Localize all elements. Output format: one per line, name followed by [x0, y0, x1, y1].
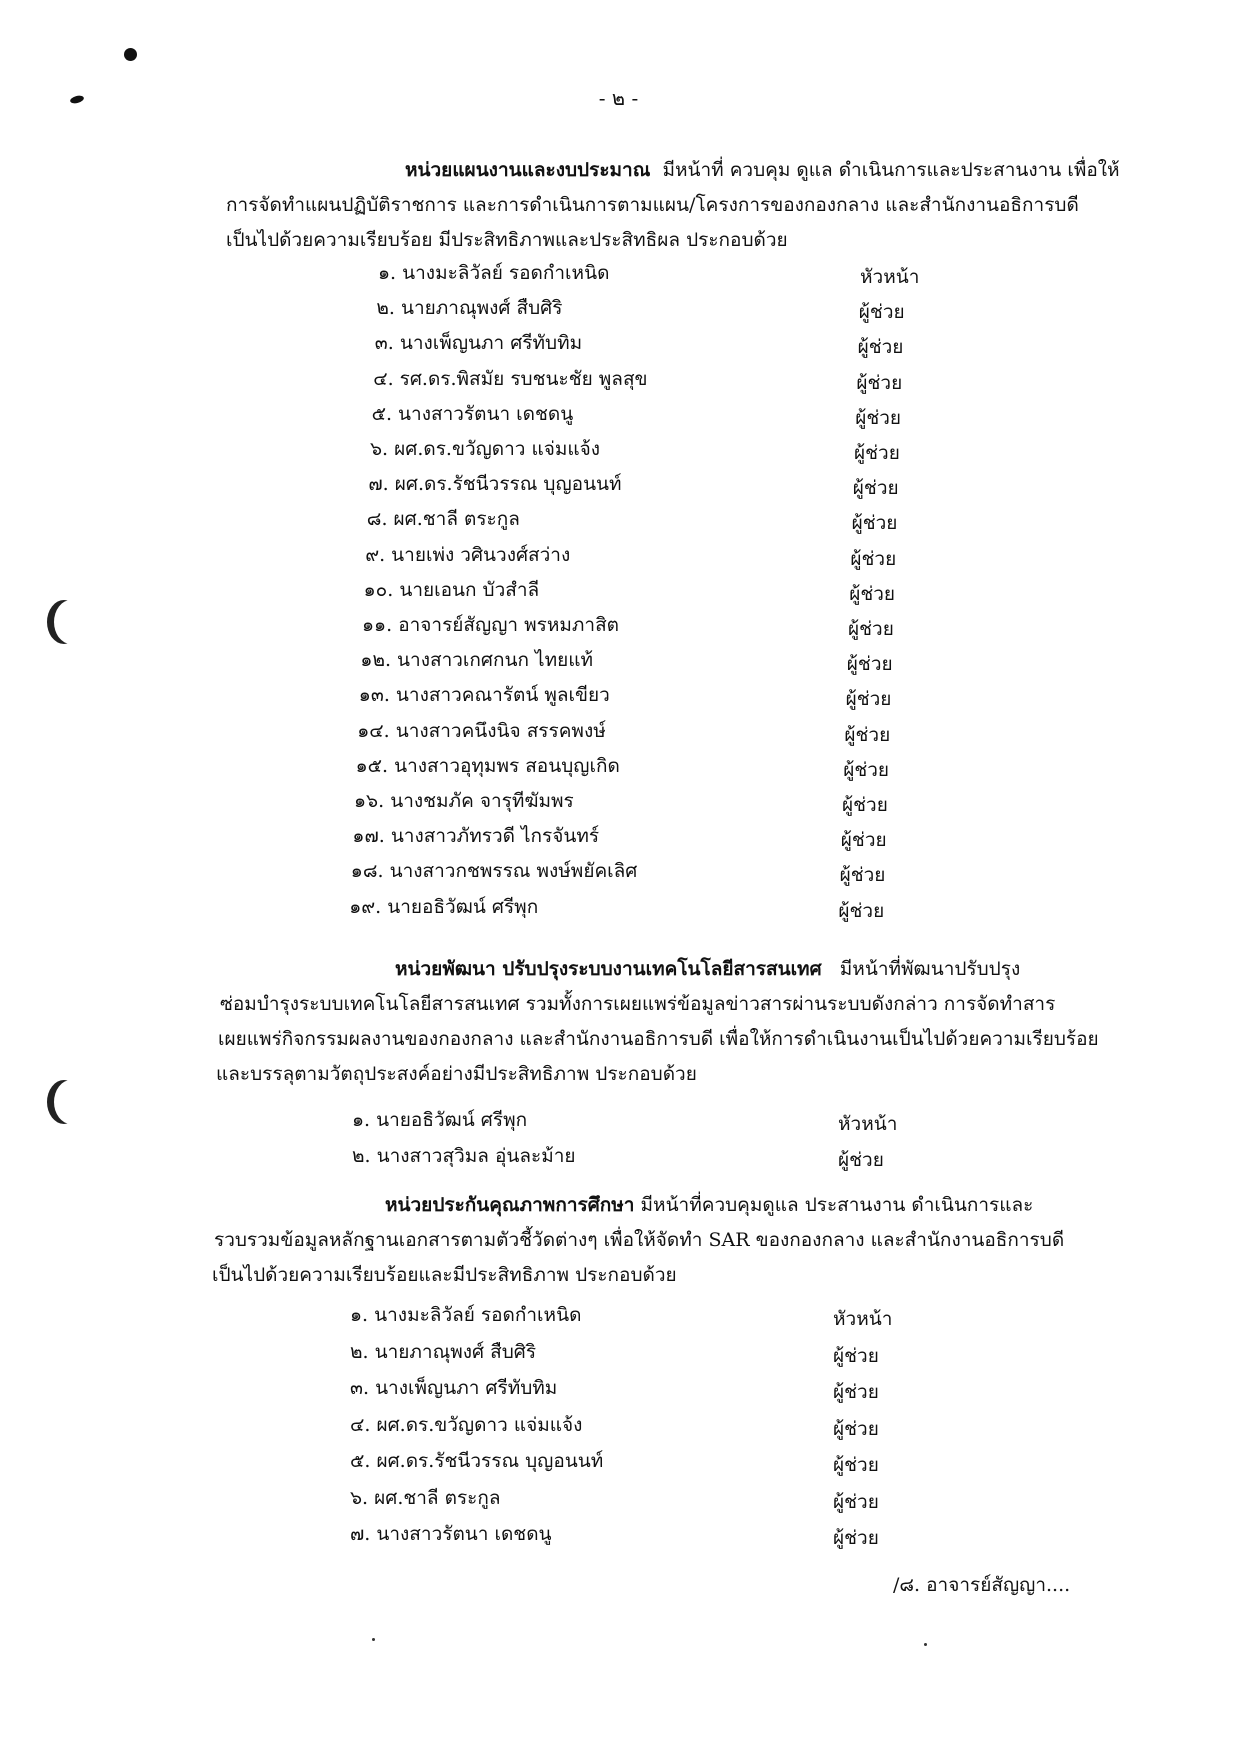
- member-name: ๗. ผศ.ดร.รัชนีวรรณ บุญอนนท์: [368, 473, 622, 496]
- member-role: ผู้ช่วย: [854, 442, 900, 464]
- member-role: ผู้ช่วย: [846, 653, 893, 676]
- member-name: ๒. นายภาณุพงศ์ สืบศิริ: [350, 1340, 537, 1363]
- member-name: ๑๒. นางสาวเกศกนก ไทยแท้: [360, 649, 594, 672]
- member-role: ผู้ช่วย: [840, 829, 887, 852]
- scan-dot: [924, 1643, 927, 1646]
- intro-line: และบรรลุตามวัตถุประสงค์อย่างมีประสิทธิภาพ ประกอบด้วย: [216, 1063, 697, 1085]
- member-name: ๑. นางมะลิวัลย์ รอดกำเหนิด: [350, 1304, 582, 1326]
- page-number: - ๒ -: [598, 86, 639, 110]
- intro-line: เป็นไปด้วยความเรียบร้อย มีประสิทธิภาพและประสิทธิผล ประกอบด้วย: [226, 229, 788, 251]
- member-name: ๗. นางสาวรัตนา เดชดนู: [350, 1523, 552, 1545]
- member-role: ผู้ช่วย: [838, 899, 885, 922]
- member-role: ผู้ช่วย: [833, 1381, 879, 1403]
- intro-line: การจัดทำแผนปฏิบัติราชการ และการดำเนินการตามแผน/โครงการของกองกลาง และสำนักงานอธิการบดี: [226, 194, 1079, 216]
- punch-hole-mark: [54, 1080, 88, 1124]
- member-name: ๒. นายภาณุพงศ์ สืบศิริ: [376, 297, 563, 320]
- member-name: ๓. นางเพ็ญนภา ศรีทับทิม: [374, 332, 583, 355]
- member-name: ๑๑. อาจารย์สัญญา พรหมภาสิต: [362, 614, 620, 636]
- member-name: ๒. นางสาวสุวิมล อุ่นละม้าย: [352, 1145, 576, 1167]
- member-name: ๔. รศ.ดร.พิสมัย รบชนะชัย พูลสุข: [373, 367, 648, 390]
- member-name: ๖. ผศ.ดร.ขวัญดาว แจ่มแจ้ง: [370, 438, 601, 460]
- member-role: ผู้ช่วย: [856, 371, 903, 394]
- member-role: ผู้ช่วย: [849, 582, 896, 605]
- member-name: ๑๘. นางสาวกชพรรณ พงษ์พยัคเลิศ: [350, 860, 638, 883]
- intro-line: รวบรวมข้อมูลหลักฐานเอกสารตามตัวชี้วัดต่างๆ เพื่อให้จัดทำ SAR ของกองกลาง และสำนักงานอธิการบดี: [214, 1229, 1065, 1251]
- punch-hole-mark: [54, 600, 88, 644]
- member-name: ๖. ผศ.ชาลี ตระกูล: [350, 1486, 501, 1509]
- member-name: ๑. นายอธิวัฒน์ ศรีพุก: [352, 1109, 528, 1131]
- member-role: ผู้ช่วย: [843, 758, 890, 781]
- member-role: ผู้ช่วย: [855, 406, 902, 429]
- member-name: ๔. ผศ.ดร.ขวัญดาว แจ่มแจ้ง: [350, 1413, 583, 1436]
- intro-text: มีหน้าที่พัฒนาปรับปรุง: [839, 958, 1021, 980]
- member-role: ผู้ช่วย: [833, 1344, 879, 1367]
- member-role: ผู้ช่วย: [833, 1454, 879, 1476]
- member-name: ๙. นายเพ่ง วศินวงศ์สว่าง: [365, 543, 571, 566]
- member-name: ๘. ผศ.ชาลี ตระกูล: [366, 508, 520, 531]
- member-role: หัวหน้า: [838, 1113, 898, 1135]
- section-heading: หน่วยประกันคุณภาพการศึกษา: [385, 1194, 635, 1216]
- member-name: ๑๔. นางสาวคนึงนิจ สรรคพงษ์: [357, 719, 606, 742]
- member-name: ๑๙. นายอธิวัฒน์ ศรีพุก: [349, 895, 539, 918]
- member-name: ๓. นางเพ็ญนภา ศรีทับทิม: [350, 1377, 558, 1399]
- member-role: ผู้ช่วย: [845, 688, 892, 711]
- member-role: ผู้ช่วย: [833, 1490, 879, 1513]
- section-intro-line: [395, 952, 1020, 987]
- section-intro-line: [385, 1188, 1033, 1223]
- section-heading: หน่วยแผนงานและงบประมาณ: [405, 159, 651, 181]
- member-name: ๑๓. นางสาวคณารัตน์ พูลเขียว: [358, 684, 610, 707]
- member-name: ๕. ผศ.ดร.รัชนีวรรณ บุญอนนท์: [350, 1450, 604, 1472]
- member-role: ผู้ช่วย: [851, 512, 898, 535]
- member-role: ผู้ช่วย: [842, 794, 888, 816]
- member-role: ผู้ช่วย: [839, 864, 886, 887]
- member-role: ผู้ช่วย: [852, 477, 899, 500]
- member-name: ๑๗. นางสาวภัทรวดี ไกรจันทร์: [352, 825, 600, 848]
- member-name: ๑๖. นางชมภัค จารุทีฆัมพร: [354, 790, 574, 812]
- member-role: หัวหน้า: [860, 266, 920, 288]
- member-role: ผู้ช่วย: [838, 1149, 884, 1171]
- member-role: ผู้ช่วย: [858, 301, 905, 324]
- intro-line: ซ่อมบำรุงระบบเทคโนโลยีสารสนเทศ รวมทั้งการเผยแพร่ข้อมูลข่าวสารผ่านระบบดังกล่าว การจัดทำสาร: [220, 993, 1056, 1015]
- section-heading: หน่วยพัฒนา ปรับปรุงระบบงานเทคโนโลยีสารสนเทศ: [395, 958, 822, 980]
- intro-text: มีหน้าที่ ควบคุม ดูแล ดำเนินการและประสานงาน เพื่อให้: [662, 159, 1120, 181]
- section-intro-line: [405, 153, 1120, 188]
- member-role: ผู้ช่วย: [857, 336, 904, 359]
- member-role: ผู้ช่วย: [833, 1527, 879, 1549]
- member-role: หัวหน้า: [833, 1308, 893, 1330]
- intro-line: เผยแพร่กิจกรรมผลงานของกองกลาง และสำนักงานอธิการบดี เพื่อให้การดำเนินงานเป็นไปด้วยความเรียบร้อย: [218, 1028, 1099, 1050]
- member-name: ๑๕. นางสาวอุทุมพร สอนบุญเกิด: [355, 754, 620, 777]
- member-role: ผู้ช่วย: [844, 723, 891, 746]
- member-name: ๑. นางมะลิวัลย์ รอดกำเหนิด: [378, 262, 610, 284]
- member-role: ผู้ช่วย: [850, 547, 897, 570]
- member-role: ผู้ช่วย: [848, 618, 894, 640]
- scan-blot: [124, 48, 137, 61]
- member-role: ผู้ช่วย: [833, 1417, 879, 1440]
- intro-line: เป็นไปด้วยความเรียบร้อยและมีประสิทธิภาพ ประกอบด้วย: [212, 1264, 677, 1286]
- intro-text: มีหน้าที่ควบคุมดูแล ประสานงาน ดำเนินการและ: [640, 1194, 1034, 1216]
- member-name: ๑๐. นายเอนก บัวสำลี: [363, 578, 540, 601]
- continuation-note: /๘. อาจารย์สัญญา....: [893, 1574, 1071, 1596]
- member-name: ๕. นางสาวรัตนา เดชดนู: [371, 402, 574, 425]
- scan-dot: [372, 1638, 375, 1641]
